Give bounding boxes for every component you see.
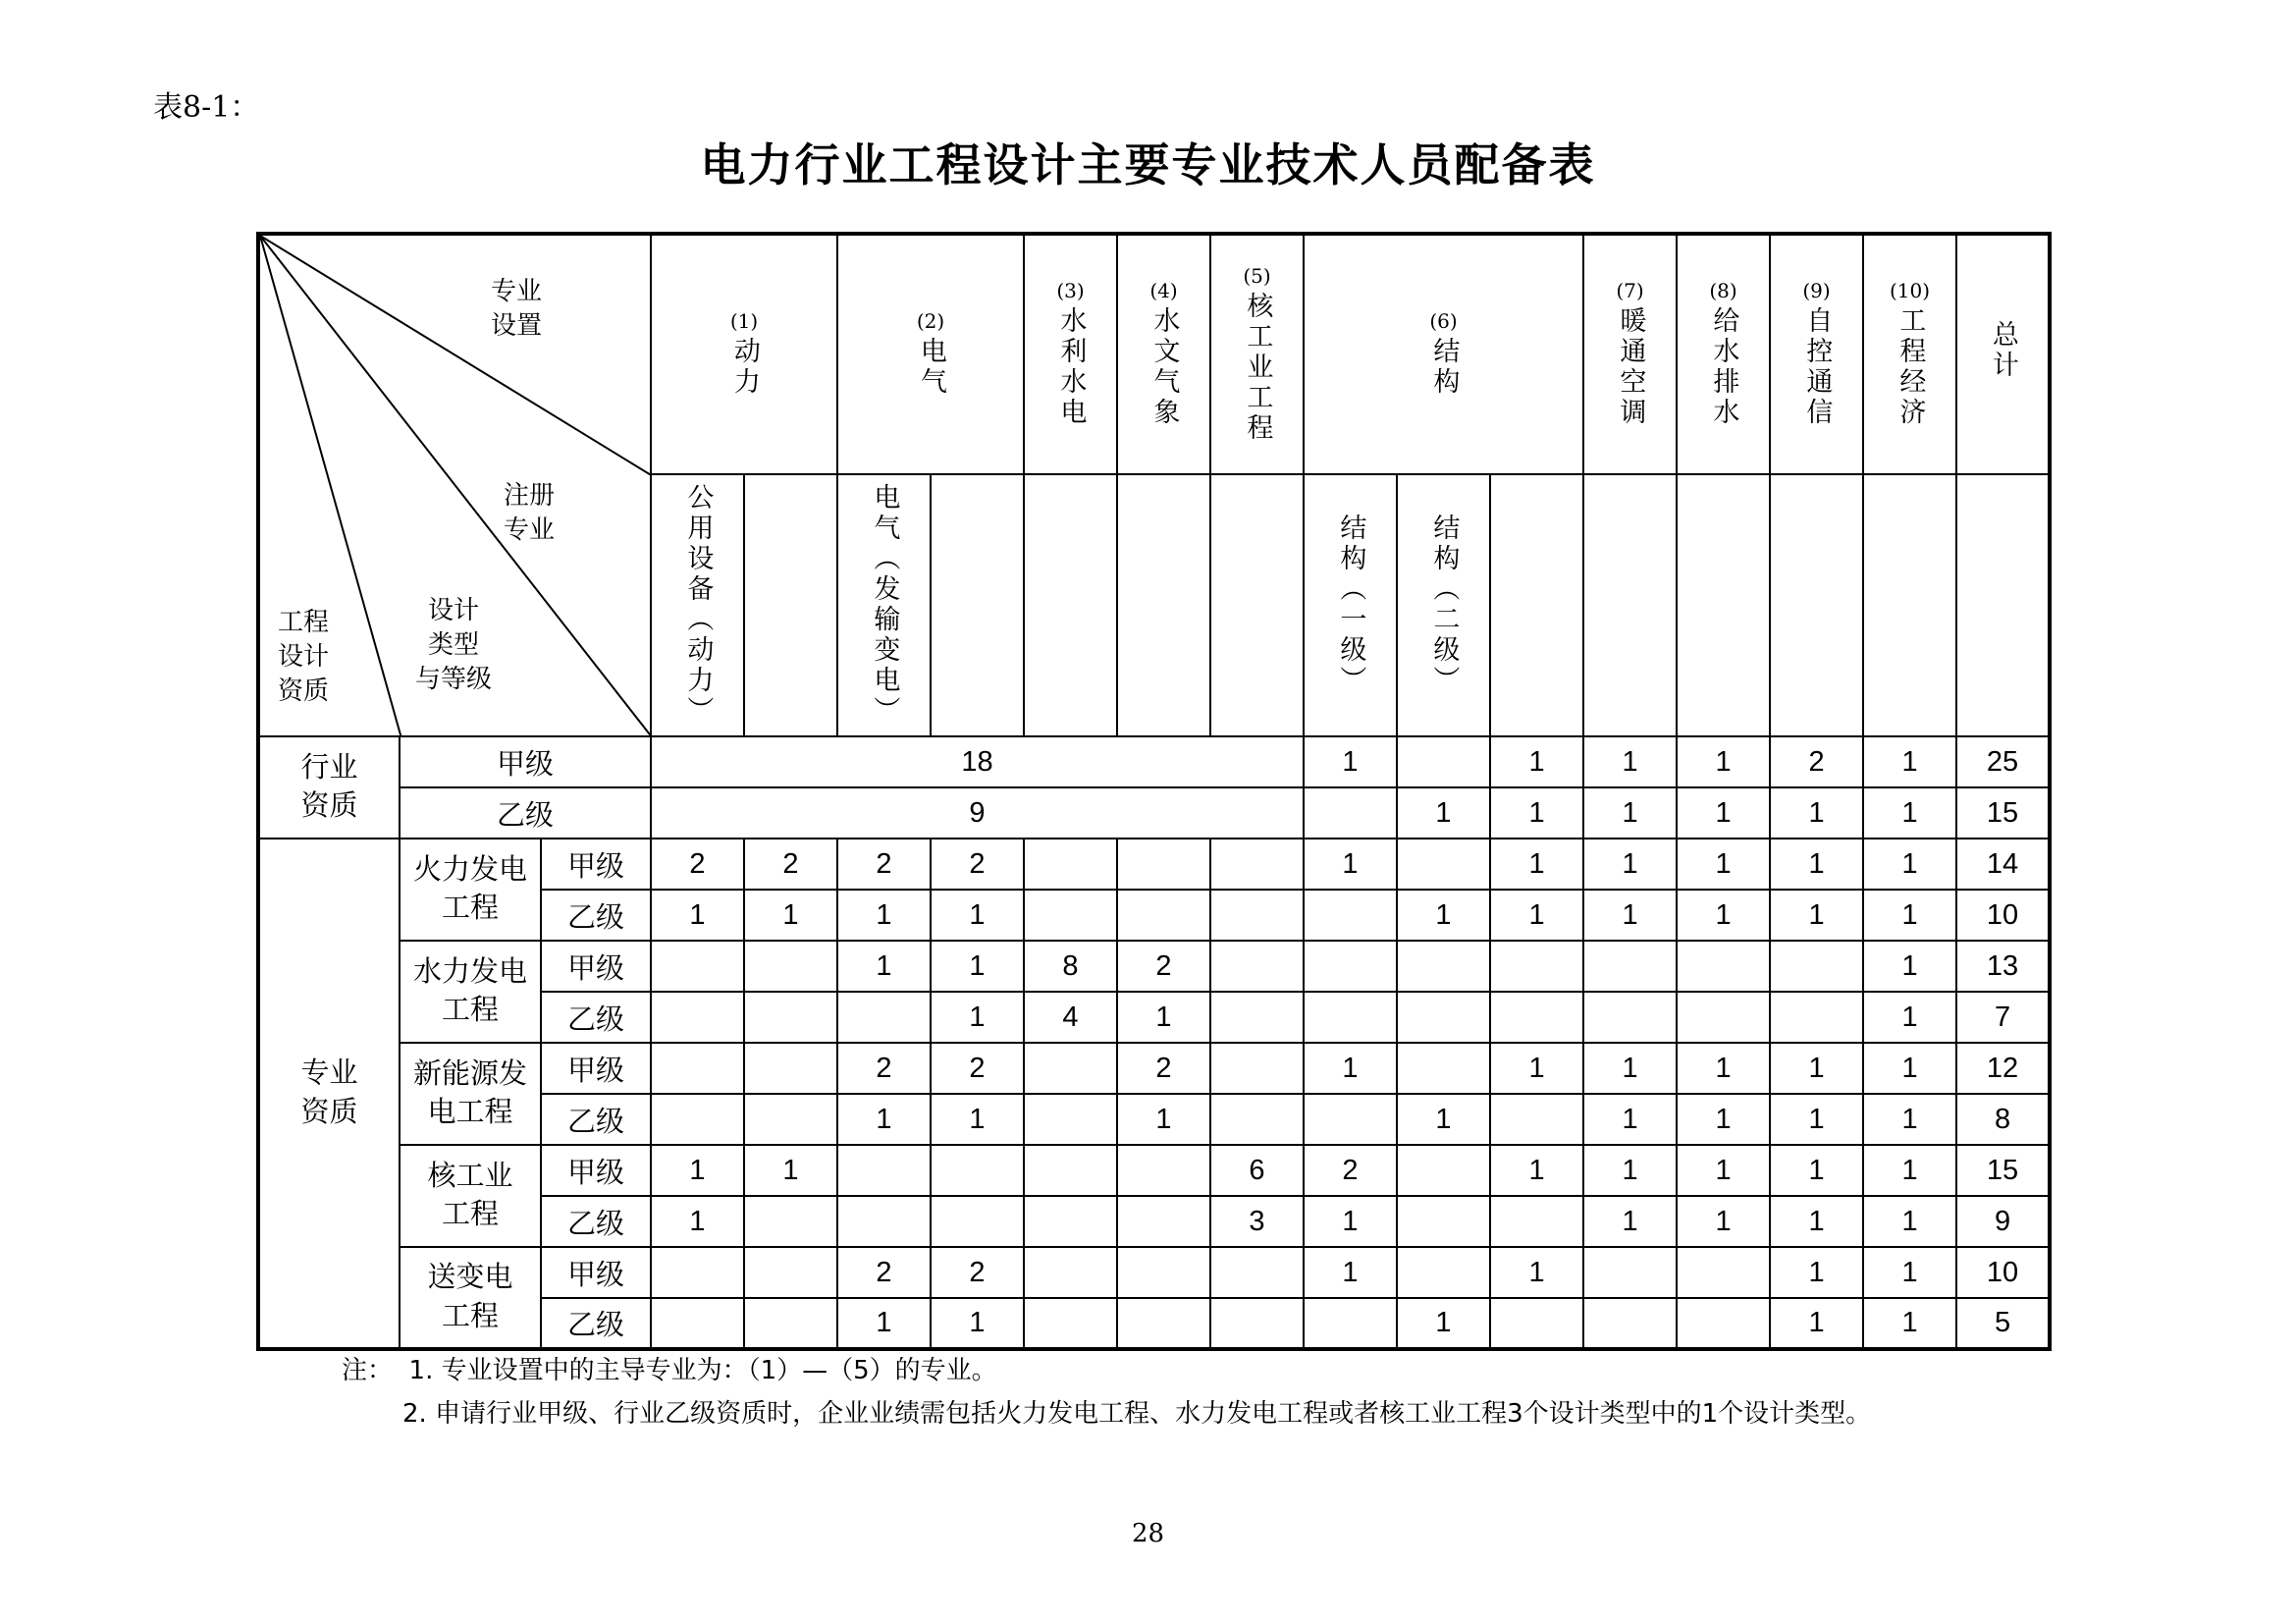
cell: 1	[1677, 1094, 1770, 1145]
cell	[744, 1043, 837, 1094]
cell: 1	[1677, 1043, 1770, 1094]
spec-header-2: (2) 电气	[837, 234, 1024, 474]
cell	[1304, 1094, 1397, 1145]
reg-empty	[1863, 474, 1956, 736]
cell	[1304, 992, 1397, 1043]
table-row	[258, 736, 2050, 787]
spec-header-1: (1) 动力	[651, 234, 837, 474]
cell: 2	[744, 839, 837, 890]
cell: 1	[1490, 787, 1583, 839]
cell: 2	[1770, 736, 1863, 787]
cell	[1024, 890, 1117, 941]
cell	[1397, 839, 1490, 890]
cell	[651, 1298, 744, 1349]
cell: 1	[1863, 890, 1956, 941]
cell	[1490, 1196, 1583, 1247]
cell	[837, 1196, 931, 1247]
cell	[1024, 839, 1117, 890]
level-label: 乙级	[541, 1298, 651, 1349]
total-cell: 15	[1956, 787, 2050, 839]
cell: 1	[1863, 839, 1956, 890]
cell: 3	[1210, 1196, 1304, 1247]
cell: 1	[1490, 736, 1583, 787]
table-row	[258, 1145, 2050, 1196]
cell	[1677, 1247, 1770, 1298]
cell	[1304, 787, 1397, 839]
cell: 1	[1583, 839, 1677, 890]
cell: 1	[1304, 1196, 1397, 1247]
cell: 1	[1583, 1145, 1677, 1196]
cell: 1	[1863, 1298, 1956, 1349]
cell: 1	[1490, 890, 1583, 941]
cell	[1583, 1247, 1677, 1298]
cell: 1	[1490, 839, 1583, 890]
spec-header-5: (5) 核工业工程	[1210, 234, 1304, 474]
corner-label-qualification: 工程 设计 资质	[278, 608, 330, 707]
total-header: 总计	[1956, 234, 2050, 474]
cell: 1	[1770, 1094, 1863, 1145]
cell	[1210, 941, 1304, 992]
cell: 1	[931, 941, 1024, 992]
spec-header-4: (4) 水文气象	[1117, 234, 1210, 474]
level-label: 甲级	[541, 839, 651, 890]
design-type-label: 火力发电 工程	[400, 839, 541, 941]
table-row	[258, 787, 2050, 839]
reg-empty	[1210, 474, 1304, 736]
cell	[1024, 1247, 1117, 1298]
cell: 1	[1677, 1145, 1770, 1196]
cell: 1	[1770, 1247, 1863, 1298]
professional-qualification-label: 专业 资质	[258, 839, 400, 1349]
note-1: 注： 1. 专业设置中的主导专业为：（1）—（5）的专业。	[342, 1356, 997, 1385]
spec-header-7: (7) 暖通空调	[1583, 234, 1677, 474]
cell	[1210, 1298, 1304, 1349]
cell: 2	[931, 1247, 1024, 1298]
cell	[1210, 992, 1304, 1043]
cell: 1	[837, 890, 931, 941]
design-type-label: 核工业 工程	[400, 1145, 541, 1247]
design-type-label: 新能源发 电工程	[400, 1043, 541, 1145]
corner-label-specialty: 专业 设置	[491, 277, 543, 342]
cell	[1024, 1196, 1117, 1247]
cell: 1	[1304, 1247, 1397, 1298]
cell: 1	[1863, 736, 1956, 787]
level-label: 甲级	[400, 736, 651, 787]
cell	[1304, 941, 1397, 992]
reg-empty	[1956, 474, 2050, 736]
reg-empty	[744, 474, 837, 736]
cell	[931, 1145, 1024, 1196]
cell	[1117, 1145, 1210, 1196]
cell: 4	[1024, 992, 1117, 1043]
cell: 1	[837, 1298, 931, 1349]
cell: 1	[651, 1145, 744, 1196]
table-label: 表8-1：	[153, 90, 260, 125]
cell: 1	[1863, 992, 1956, 1043]
cell: 1	[931, 1298, 1024, 1349]
notes	[342, 1349, 1871, 1435]
total-cell: 10	[1956, 1247, 2050, 1298]
spec-header-8: (8) 给水排水	[1677, 234, 1770, 474]
cell: 6	[1210, 1145, 1304, 1196]
reg-empty	[1490, 474, 1583, 736]
cell	[1117, 1247, 1210, 1298]
cell: 1	[1863, 941, 1956, 992]
staffing-table	[256, 232, 2052, 1351]
level-label: 乙级	[541, 890, 651, 941]
cell: 1	[1397, 1298, 1490, 1349]
cell: 1	[651, 890, 744, 941]
total-cell: 10	[1956, 890, 2050, 941]
cell: 1	[1770, 1196, 1863, 1247]
cell: 1	[1677, 736, 1770, 787]
corner-label-registered: 注册 专业	[504, 481, 556, 546]
level-label: 乙级	[541, 992, 651, 1043]
merged-value: 18	[651, 736, 1304, 787]
cell	[1024, 1094, 1117, 1145]
cell	[1583, 941, 1677, 992]
cell	[837, 1145, 931, 1196]
cell	[1490, 1298, 1583, 1349]
cell: 1	[1770, 839, 1863, 890]
cell	[651, 992, 744, 1043]
cell	[1397, 941, 1490, 992]
table-row	[258, 941, 2050, 992]
cell	[1024, 1298, 1117, 1349]
cell: 1	[1677, 890, 1770, 941]
corner-diagonal-cell	[258, 234, 651, 736]
cell	[1677, 992, 1770, 1043]
cell: 1	[1863, 787, 1956, 839]
reg-struct2: 结构（二级）	[1397, 474, 1490, 736]
total-cell: 12	[1956, 1043, 2050, 1094]
table-row	[258, 1247, 2050, 1298]
cell: 1	[1304, 1043, 1397, 1094]
cell: 2	[1304, 1145, 1397, 1196]
cell	[1397, 1196, 1490, 1247]
spec-header-9: (9) 自控通信	[1770, 234, 1863, 474]
cell: 1	[1770, 1298, 1863, 1349]
cell: 2	[837, 1043, 931, 1094]
cell	[1677, 941, 1770, 992]
cell	[1770, 992, 1863, 1043]
reg-electrical: 电气（发输变电）	[837, 474, 931, 736]
total-cell: 14	[1956, 839, 2050, 890]
cell: 1	[1304, 839, 1397, 890]
cell: 1	[1583, 890, 1677, 941]
cell: 1	[1583, 787, 1677, 839]
cell: 1	[1583, 736, 1677, 787]
reg-empty	[1770, 474, 1863, 736]
cell: 1	[837, 941, 931, 992]
design-type-label: 送变电 工程	[400, 1247, 541, 1349]
cell: 1	[1863, 1247, 1956, 1298]
design-type-label: 水力发电 工程	[400, 941, 541, 1043]
cell	[744, 1094, 837, 1145]
table-row	[258, 1043, 2050, 1094]
cell	[1210, 1043, 1304, 1094]
total-cell: 15	[1956, 1145, 2050, 1196]
level-label: 甲级	[541, 1145, 651, 1196]
cell: 1	[744, 890, 837, 941]
industry-qualification-label: 行业 资质	[258, 736, 400, 839]
merged-value: 9	[651, 787, 1304, 839]
cell	[1304, 890, 1397, 941]
cell	[1117, 1196, 1210, 1247]
cell: 1	[1583, 1043, 1677, 1094]
spec-header-10: (10) 工程经济	[1863, 234, 1956, 474]
cell: 1	[1770, 1145, 1863, 1196]
cell: 1	[1583, 1094, 1677, 1145]
reg-empty	[1024, 474, 1117, 736]
cell	[1210, 839, 1304, 890]
cell	[1024, 1043, 1117, 1094]
cell	[1117, 1298, 1210, 1349]
level-label: 甲级	[541, 1043, 651, 1094]
cell: 1	[1863, 1094, 1956, 1145]
total-cell: 13	[1956, 941, 2050, 992]
cell	[1770, 941, 1863, 992]
cell	[1117, 839, 1210, 890]
cell	[1304, 1298, 1397, 1349]
total-cell: 5	[1956, 1298, 2050, 1349]
reg-empty	[1677, 474, 1770, 736]
cell	[1397, 1145, 1490, 1196]
page-title: 电力行业工程设计主要专业技术人员配备表	[700, 138, 1596, 191]
cell	[837, 992, 931, 1043]
cell: 1	[1304, 736, 1397, 787]
cell	[1210, 890, 1304, 941]
cell: 1	[1863, 1196, 1956, 1247]
staffing-table-wrap	[256, 232, 2045, 1343]
cell: 2	[837, 839, 931, 890]
level-label: 甲级	[541, 941, 651, 992]
cell: 1	[931, 890, 1024, 941]
table-row	[258, 839, 2050, 890]
cell: 2	[837, 1247, 931, 1298]
cell: 1	[931, 992, 1024, 1043]
cell: 1	[1770, 1043, 1863, 1094]
level-label: 乙级	[541, 1196, 651, 1247]
level-label: 甲级	[541, 1247, 651, 1298]
cell	[1397, 736, 1490, 787]
cell	[651, 941, 744, 992]
reg-empty	[1117, 474, 1210, 736]
reg-empty	[931, 474, 1024, 736]
cell: 1	[1863, 1043, 1956, 1094]
cell: 1	[837, 1094, 931, 1145]
cell	[651, 1247, 744, 1298]
cell	[1677, 1298, 1770, 1349]
spec-header-3: (3) 水利水电	[1024, 234, 1117, 474]
cell	[744, 992, 837, 1043]
cell	[1210, 1094, 1304, 1145]
total-cell: 9	[1956, 1196, 2050, 1247]
total-cell: 7	[1956, 992, 2050, 1043]
cell: 1	[1583, 1196, 1677, 1247]
cell: 1	[1677, 839, 1770, 890]
cell	[1490, 1094, 1583, 1145]
cell	[1397, 1043, 1490, 1094]
reg-empty	[1583, 474, 1677, 736]
cell: 8	[1024, 941, 1117, 992]
note-2: 2. 申请行业甲级、行业乙级资质时，企业业绩需包括火力发电工程、水力发电工程或者核工业工程3个设计类型中的1个设计类型。	[402, 1399, 1872, 1429]
cell	[1490, 941, 1583, 992]
cell	[651, 1043, 744, 1094]
cell: 1	[1490, 1043, 1583, 1094]
cell	[1210, 1247, 1304, 1298]
total-cell: 8	[1956, 1094, 2050, 1145]
cell: 2	[931, 839, 1024, 890]
level-label: 乙级	[541, 1094, 651, 1145]
cell: 2	[931, 1043, 1024, 1094]
cell: 2	[1117, 1043, 1210, 1094]
cell: 1	[1397, 787, 1490, 839]
cell	[651, 1094, 744, 1145]
corner-label-design-type: 设计 类型 与等级	[415, 596, 493, 695]
cell	[1490, 992, 1583, 1043]
cell	[744, 1247, 837, 1298]
cell	[1583, 1298, 1677, 1349]
cell	[744, 1298, 837, 1349]
level-label: 乙级	[400, 787, 651, 839]
cell	[1397, 992, 1490, 1043]
cell	[744, 941, 837, 992]
cell: 1	[1863, 1145, 1956, 1196]
cell: 1	[1490, 1247, 1583, 1298]
total-cell: 25	[1956, 736, 2050, 787]
cell: 1	[1770, 787, 1863, 839]
cell: 1	[1397, 1094, 1490, 1145]
reg-struct1: 结构（一级）	[1304, 474, 1397, 736]
cell: 1	[1117, 992, 1210, 1043]
cell: 1	[1677, 1196, 1770, 1247]
cell	[1397, 1247, 1490, 1298]
cell: 2	[1117, 941, 1210, 992]
page-number: 28	[1131, 1519, 1165, 1548]
cell: 1	[1677, 787, 1770, 839]
cell: 1	[1770, 890, 1863, 941]
cell	[1117, 890, 1210, 941]
cell	[1024, 1145, 1117, 1196]
cell: 1	[931, 1094, 1024, 1145]
spec-header-6: (6) 结构	[1304, 234, 1583, 474]
cell: 1	[651, 1196, 744, 1247]
specialty-header-row	[258, 234, 2050, 474]
cell	[931, 1196, 1024, 1247]
cell: 2	[651, 839, 744, 890]
cell: 1	[1490, 1145, 1583, 1196]
cell	[744, 1196, 837, 1247]
cell: 1	[1397, 890, 1490, 941]
cell: 1	[744, 1145, 837, 1196]
cell: 1	[1117, 1094, 1210, 1145]
cell	[1583, 992, 1677, 1043]
reg-power: 公用设备（动力）	[651, 474, 744, 736]
